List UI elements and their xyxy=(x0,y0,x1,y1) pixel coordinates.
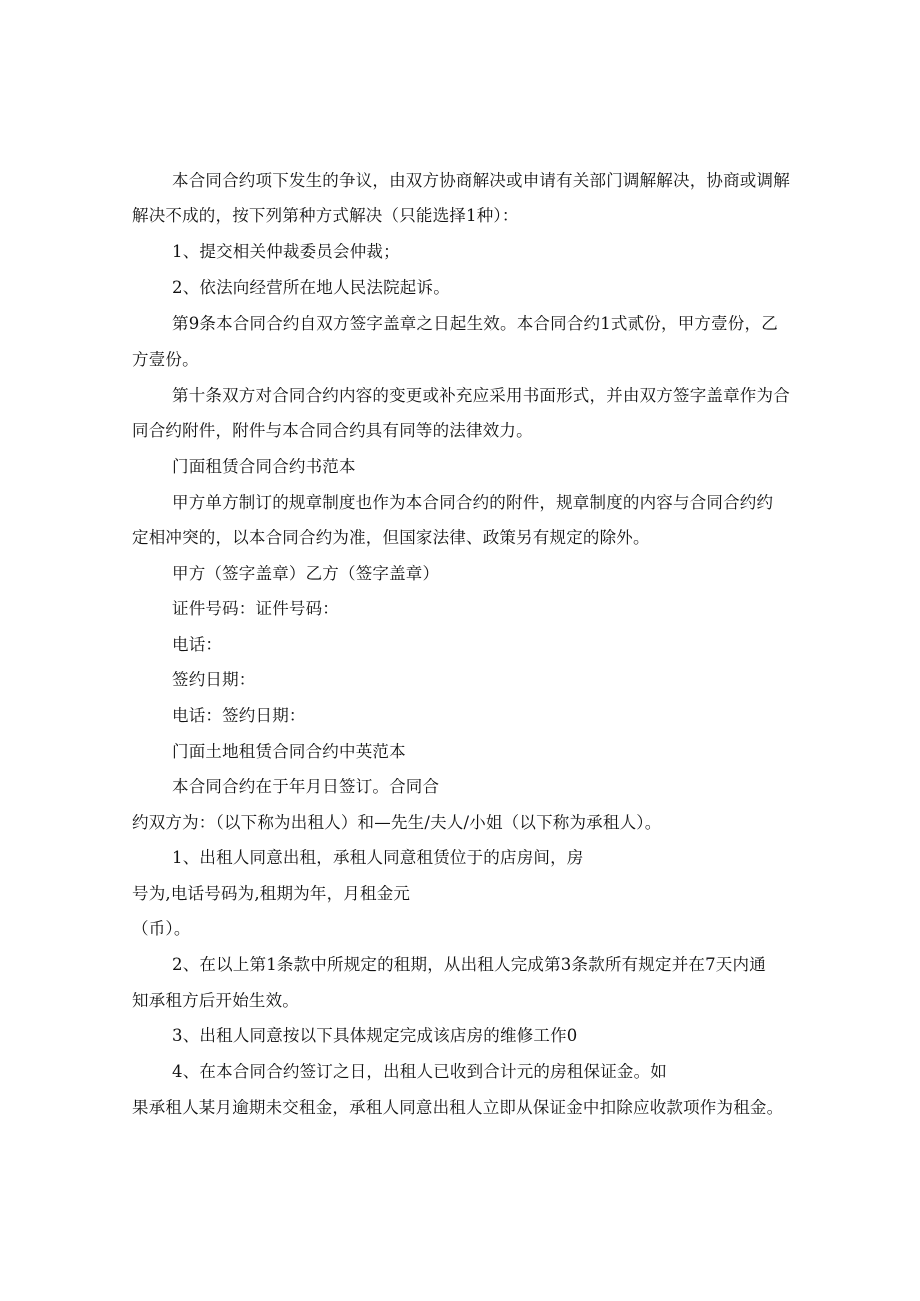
text-line: 第十条双方对合同合约内容的变更或补充应采用书面形式，并由双方签字盖章作为合 xyxy=(172,386,790,405)
text-line: 方壹份。 xyxy=(132,350,199,369)
id-number-line: 证件号码：证件号码： xyxy=(172,599,339,618)
text-line: 3、出租人同意按以下具体规定完成该店房的维修工作0 xyxy=(172,1026,578,1045)
text-line: （币）。 xyxy=(132,919,191,938)
text-line: 2、依法向经营所在地人民法院起诉。 xyxy=(172,278,450,297)
text-line: 定相冲突的，以本合同合约为准，但国家法律、政策另有规定的除外。 xyxy=(132,528,650,547)
text-line: 解决不成的，按下列第种方式解决（只能选择1种）： xyxy=(132,206,519,225)
section-heading: 门面土地租赁合同合约中英范本 xyxy=(172,742,406,761)
text-line: 知承租方后开始生效。 xyxy=(132,991,299,1010)
signature-line: 甲方（签字盖章）乙方（签字盖章） xyxy=(172,564,440,583)
phone-date-line: 电话：签约日期： xyxy=(172,706,306,725)
section-heading: 门面租赁合同合约书范本 xyxy=(172,457,356,476)
text-line: 1、提交相关仲裁委员会仲裁； xyxy=(172,242,400,261)
text-line: 号为,电话号码为,租期为年，月租金元 xyxy=(132,884,411,903)
text-line: 1、出租人同意出租，承租人同意租赁位于的店房间，房 xyxy=(172,848,584,867)
text-line: 同合约附件，附件与本合同合约具有同等的法律效力。 xyxy=(132,421,533,440)
text-line: 第9条本合同合约自双方签字盖章之日起生效。本合同合约1式贰份，甲方壹份，乙 xyxy=(172,314,778,333)
text-line: 甲方单方制订的规章制度也作为本合同合约的附件，规章制度的内容与合同合约约 xyxy=(172,493,774,512)
date-line: 签约日期： xyxy=(172,670,256,689)
text-line: 本合同合约项下发生的争议，由双方协商解决或申请有关部门调解解决，协商或调解 xyxy=(172,171,790,190)
text-line: 果承租人某月逾期未交租金，承租人同意出租人立即从保证金中扣除应收款项作为租金。 xyxy=(132,1098,784,1117)
text-line: 本合同合约在于年月日签订。合同合 xyxy=(172,777,440,796)
text-line: 4、在本合同合约签订之日，出租人已收到合计元的房租保证金。如 xyxy=(172,1062,667,1081)
text-line: 约双方为：（以下称为出租人）和—先生/夫人/小姐（以下称为承租人）。 xyxy=(132,813,662,832)
phone-line: 电话： xyxy=(172,635,223,654)
text-line: 2、在以上第1条款中所规定的租期，从出租人完成第3条款所有规定并在7天内通 xyxy=(172,955,766,974)
